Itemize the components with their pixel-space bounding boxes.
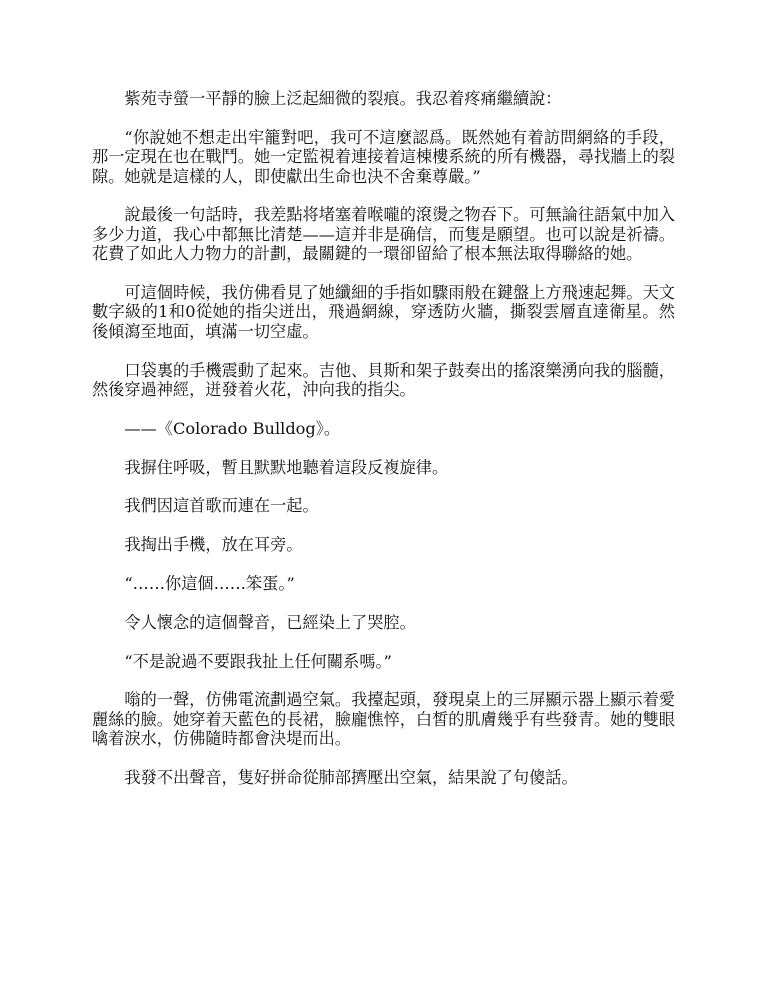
paragraph-7: 我摒住呼吸，暫且默默地聽着這段反複旋律。 — [124, 457, 449, 477]
document-page — [92, 89, 675, 807]
paragraph-12: “不是說過不要跟我扯上任何關系嗎。” — [124, 651, 392, 671]
paragraph-5: 口袋裏的手機震動了起來。吉他、貝斯和架子鼓奏出的搖滾樂湧向我的腦髓，然後穿過神經，迸發着火花，沖向我的指尖。 — [92, 360, 675, 400]
paragraph-14: 我發不出聲音，隻好拼命從肺部擠壓出空氣，結果說了句傻話。 — [124, 768, 578, 788]
paragraph-3: 說最後一句話時，我差點将堵塞着喉嚨的滾燙之物吞下。可無論往語氣中加入多少力道，我心中都無比清楚——這并非是确信，而隻是願望。也可以說是祈禱。花費了如此人力物力的計劃，最關鍵的一環卻留給了根本無法取得聯絡的她。 — [92, 205, 675, 264]
paragraph-1: 紫苑寺螢一平靜的臉上泛起細微的裂痕。我忍着疼痛繼續說： — [124, 89, 562, 108]
paragraph-9: 我掏出手機，放在耳旁。 — [124, 535, 303, 555]
paragraph-2: “你說她不想走出牢籠對吧，我可不這麼認爲。既然她有着訪問網絡的手段，那一定現在也在戰鬥。她一定監視着連接着這棟樓系統的所有機器，尋找牆上的裂隙。她就是這樣的人，即使獻出生命也決不舍棄尊嚴。” — [92, 127, 675, 186]
paragraph-13: 嗡的一聲，仿佛電流劃過空氣。我擡起頭，發現桌上的三屏顯示器上顯示着愛麗絲的臉。她穿着天藍色的長裙，臉龐憔悴，白皙的肌膚幾乎有些發青。她的雙眼噙着淚水，仿佛隨時都會決堤而出。 — [92, 690, 675, 749]
paragraph-4: 可這個時候，我仿佛看見了她纖細的手指如驟雨般在鍵盤上方飛速起舞。天文數字級的1和0從她的指尖迸出，飛過網線，穿透防火牆，撕裂雲層直達衛星。然後傾瀉至地面，填滿一切空虛。 — [92, 283, 675, 341]
paragraph-8: 我們因這首歌而連在一起。 — [124, 496, 319, 516]
paragraph-11: 令人懷念的這個聲音，已經染上了哭腔。 — [124, 612, 416, 632]
paragraph-6: ——《Colorado Bulldog》。 — [124, 418, 341, 438]
paragraph-10: “……你這個……笨蛋。” — [124, 574, 295, 594]
